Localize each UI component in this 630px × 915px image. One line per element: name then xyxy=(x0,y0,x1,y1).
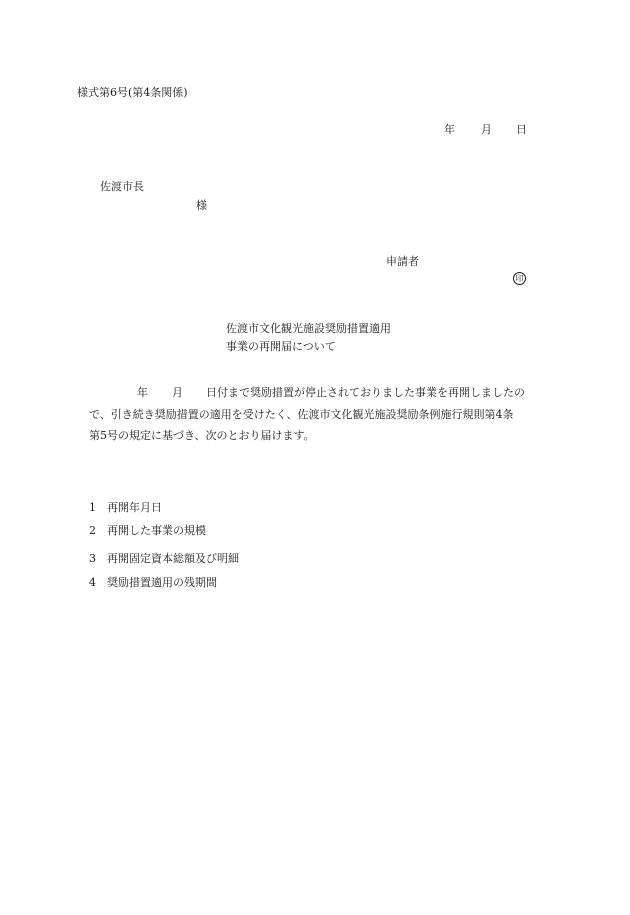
document-title-line1: 佐渡市文化観光施設奨励措置適用 xyxy=(226,322,391,335)
date-month-label: 月 xyxy=(481,123,492,136)
seal-icon: 印 xyxy=(513,272,526,285)
form-number: 様式第6号(第4条関係) xyxy=(77,86,188,99)
item-text: 再開年月日 xyxy=(107,501,162,514)
item-text: 再開固定資本総額及び明細 xyxy=(107,552,239,565)
date-year-label: 年 xyxy=(444,123,455,136)
body-line2: で、引き続き奨励措置の適用を受けたく、佐渡市文化観光施設奨励条例施行規則第4条 xyxy=(89,408,514,421)
honorific: 様 xyxy=(196,199,207,212)
item-number: 2 xyxy=(89,524,96,537)
document-title-line2: 事業の再開届について xyxy=(226,340,336,353)
applicant-label: 申請者 xyxy=(386,255,419,268)
list-item xyxy=(89,502,162,513)
body-line3: 第5号の規定に基づき、次のとおり届けます。 xyxy=(89,429,315,442)
body-month-label: 月 xyxy=(172,386,183,399)
body-year-label: 年 xyxy=(137,386,148,399)
list-item xyxy=(89,525,206,536)
list-item xyxy=(89,553,239,564)
addressee: 佐渡市長 xyxy=(100,180,144,193)
list-item xyxy=(89,577,217,588)
item-text: 奨励措置適用の残期間 xyxy=(107,576,217,589)
item-number: 1 xyxy=(89,501,96,514)
body-line1: 日付まで奨励措置が停止されておりました事業を再開しましたの xyxy=(206,386,525,399)
date-day-label: 日 xyxy=(516,123,527,136)
item-text: 再開した事業の規模 xyxy=(107,524,206,537)
item-number: 4 xyxy=(89,576,96,589)
item-number: 3 xyxy=(89,552,96,565)
